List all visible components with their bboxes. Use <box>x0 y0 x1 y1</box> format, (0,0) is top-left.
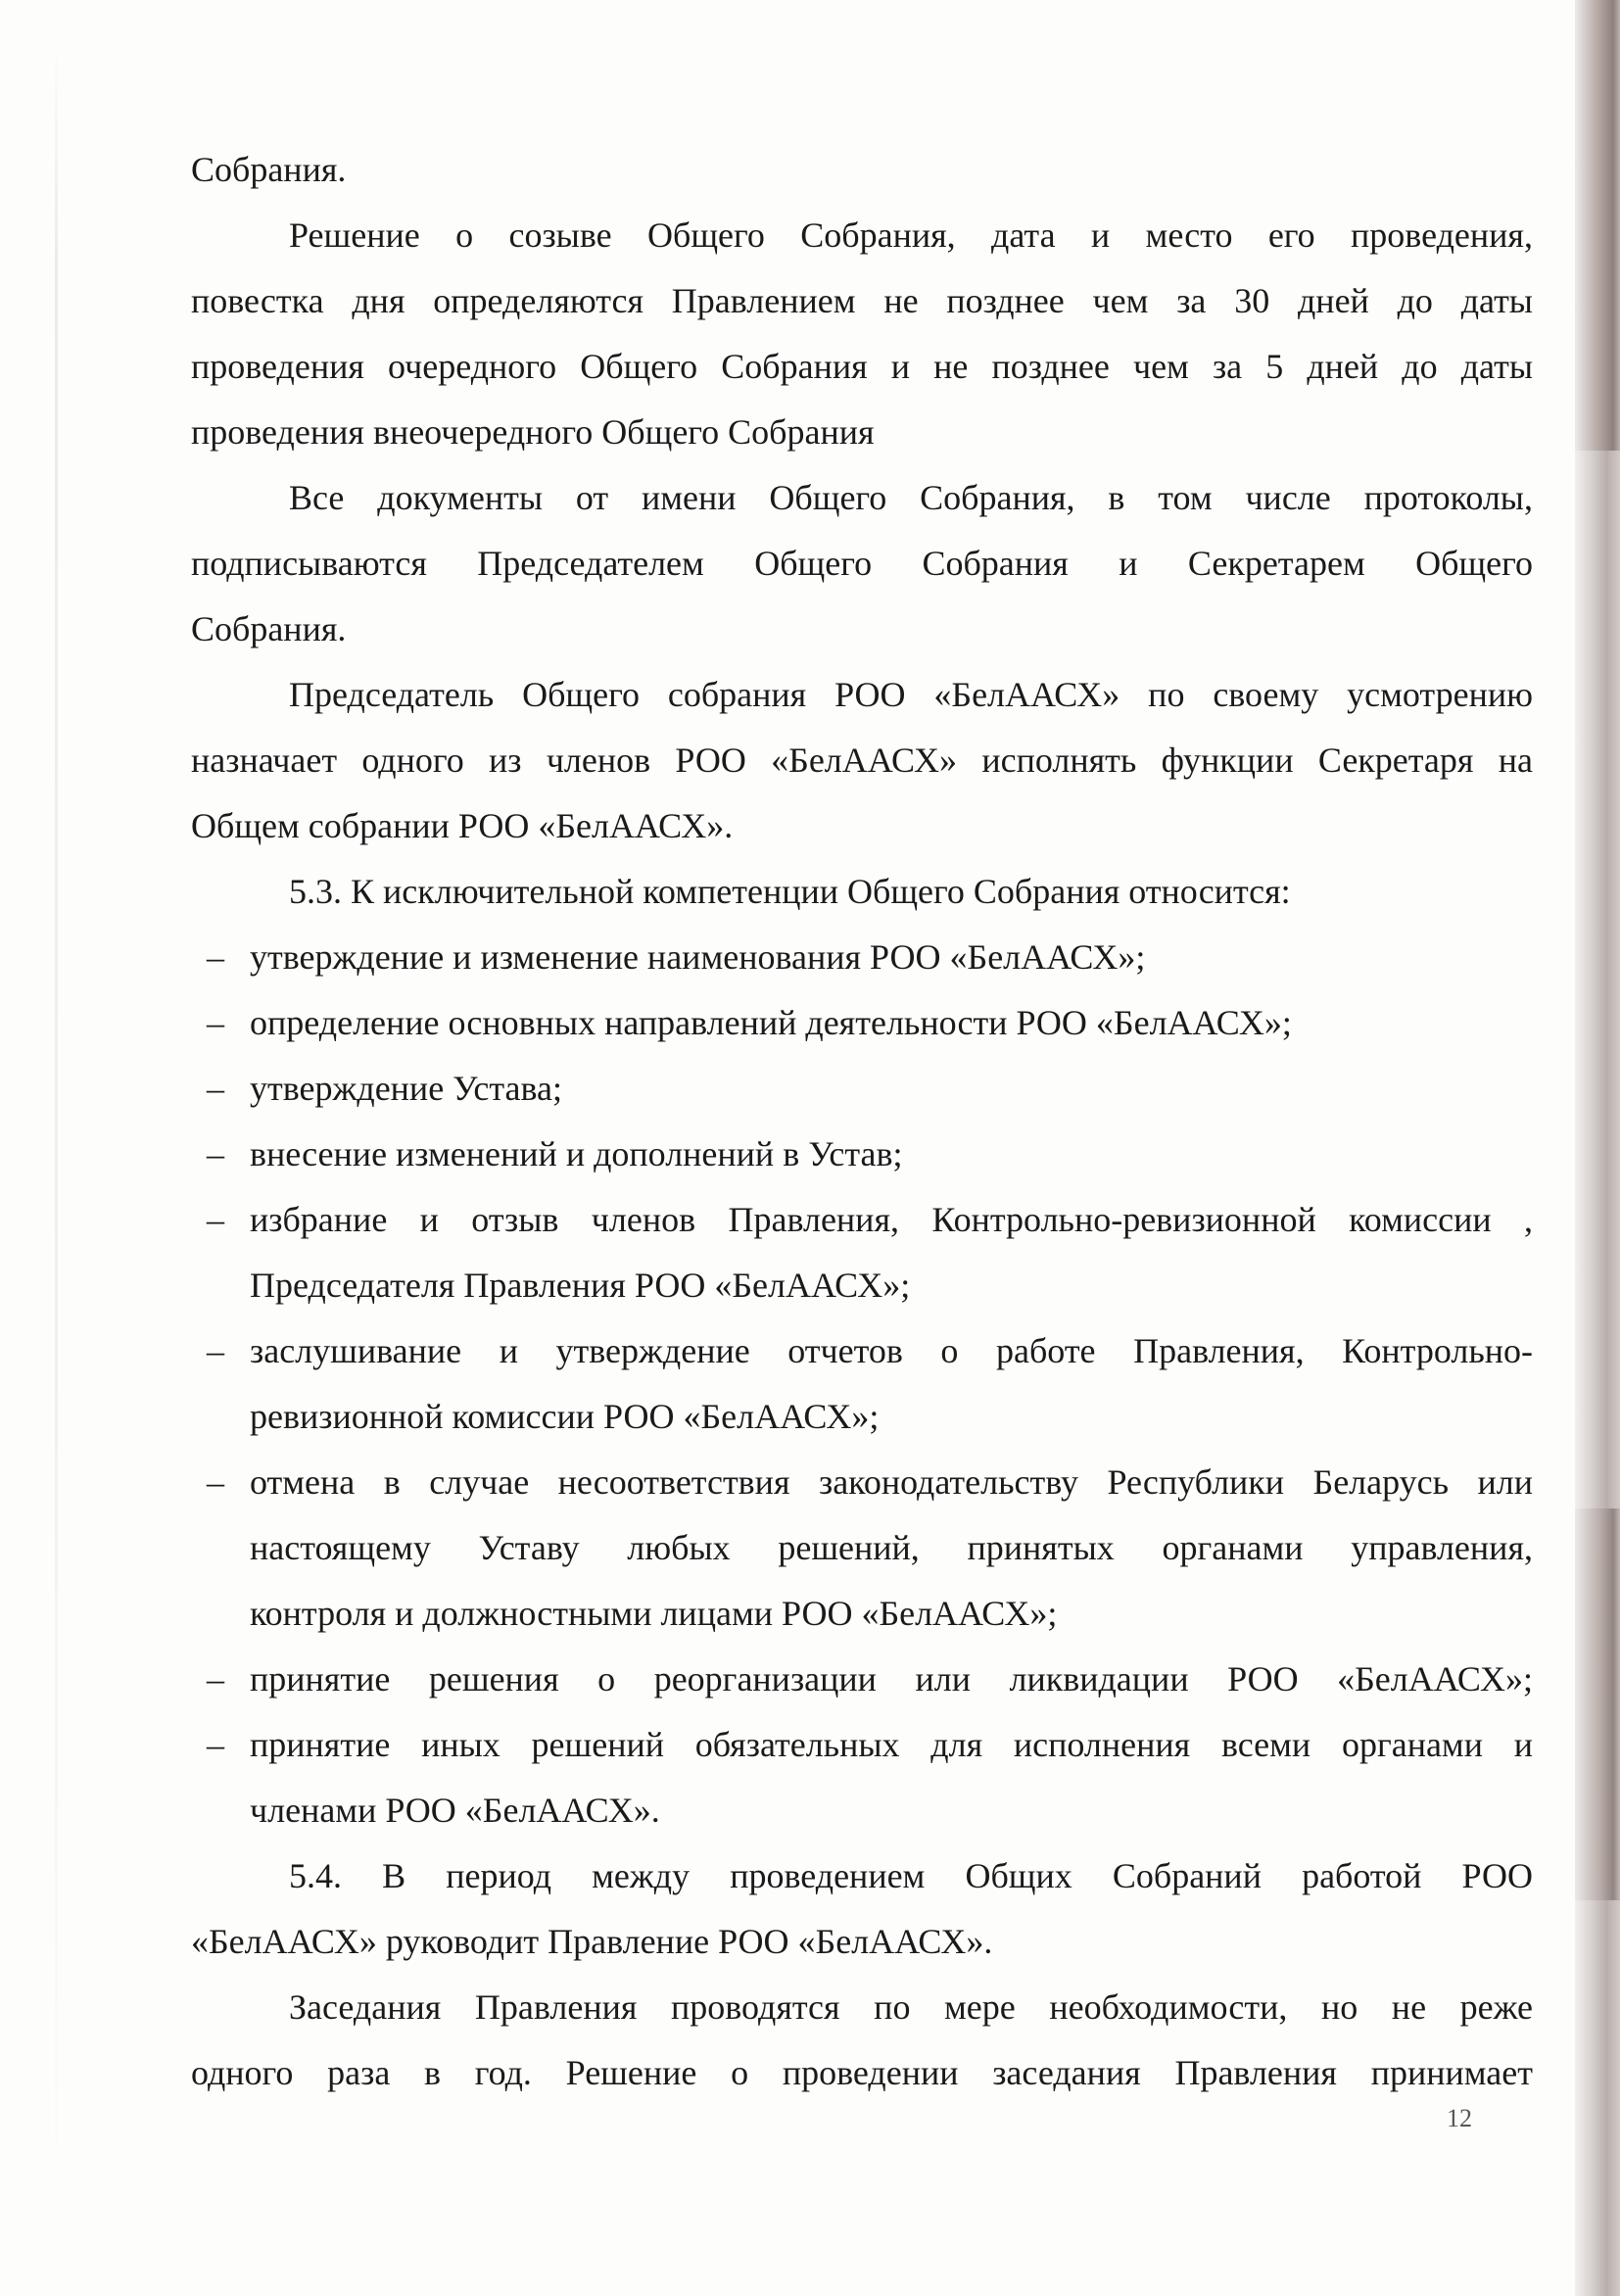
text-line <box>191 859 1533 925</box>
scan-shadow-bottom <box>1575 1508 1620 1900</box>
text-line <box>191 465 1533 531</box>
text-line-content: проведения очередного Общего Собрания и не позднее чем за 5 дней до даты <box>191 347 1533 386</box>
text-line-content: членами РОО «БелААСХ». <box>250 1791 660 1830</box>
scan-left-edge <box>55 39 58 2253</box>
list-item <box>191 1450 1533 1515</box>
list-item <box>191 925 1533 990</box>
list-item-text: принятие иных решений обязательных для исполнения всеми органами и <box>250 1725 1533 1764</box>
text-line-content: ревизионной комиссии РОО «БелААСХ»; <box>250 1397 880 1436</box>
text-line <box>191 1975 1533 2040</box>
list-item-text: внесение изменений и дополнений в Устав; <box>250 1134 903 1173</box>
text-line <box>191 1253 1533 1318</box>
text-line <box>191 334 1533 400</box>
text-line <box>191 728 1533 793</box>
text-line <box>191 793 1533 859</box>
list-item <box>191 1712 1533 1778</box>
text-line-content: Все документы от имени Общего Собрания, в том числе протоколы, <box>289 478 1533 517</box>
list-dash: – <box>207 1659 224 1698</box>
list-item-text: утверждение и изменение наименования РОО «БелААСХ»; <box>250 937 1146 977</box>
text-line <box>191 662 1533 728</box>
text-line <box>191 1778 1533 1843</box>
text-line-content: Председатель Общего собрания РОО «БелААСХ» по своему усмотрению <box>289 675 1533 714</box>
scan-binding-strip <box>1575 0 1620 2296</box>
list-dash: – <box>207 1069 224 1108</box>
text-line <box>191 597 1533 662</box>
list-item-text: утверждение Устава; <box>250 1069 562 1108</box>
text-line <box>191 203 1533 268</box>
document-body <box>191 137 1533 2106</box>
text-line-content: «БелААСХ» руководит Правление РОО «БелААСХ». <box>191 1922 993 1961</box>
list-item-text: избрание и отзыв членов Правления, Контрольно-ревизионной комиссии , <box>250 1200 1533 1239</box>
text-line-content: одного раза в год. Решение о проведении заседания Правления принимает <box>191 2053 1533 2092</box>
text-line <box>191 1581 1533 1647</box>
text-line-content: подписываются Председателем Общего Собрания и Секретарем Общего <box>191 544 1533 583</box>
list-item <box>191 990 1533 1056</box>
text-line <box>191 1384 1533 1450</box>
list-dash: – <box>207 1331 224 1370</box>
text-line-content: Собрания. <box>191 609 347 648</box>
text-line <box>191 2040 1533 2106</box>
list-item-text: отмена в случае несоответствия законодательству Республики Беларусь или <box>250 1462 1533 1502</box>
list-dash: – <box>207 937 224 977</box>
text-line <box>191 268 1533 334</box>
text-line-content: контроля и должностными лицами РОО «БелААСХ»; <box>250 1594 1058 1633</box>
list-item <box>191 1318 1533 1384</box>
text-line <box>191 1515 1533 1581</box>
text-line-content: 5.4. В период между проведением Общих Собраний работой РОО <box>289 1856 1533 1895</box>
list-item <box>191 1187 1533 1253</box>
text-line-content: повестка дня определяются Правлением не позднее чем за 30 дней до даты <box>191 281 1533 320</box>
text-line-content: назначает одного из членов РОО «БелААСХ» исполнять функции Секретаря на <box>191 741 1533 780</box>
text-line <box>191 1909 1533 1975</box>
list-item <box>191 1647 1533 1712</box>
list-dash: – <box>207 1134 224 1173</box>
text-line <box>191 1843 1533 1909</box>
list-dash: – <box>207 1725 224 1764</box>
list-item-text: определение основных направлений деятельности РОО «БелААСХ»; <box>250 1003 1292 1042</box>
text-line-content: 5.3. К исключительной компетенции Общего Собрания относится: <box>289 872 1291 911</box>
list-item <box>191 1122 1533 1187</box>
list-dash: – <box>207 1200 224 1239</box>
list-item-text: заслушивание и утверждение отчетов о работе Правления, Контрольно- <box>250 1331 1533 1370</box>
list-item <box>191 1056 1533 1122</box>
text-line-content: настоящему Уставу любых решений, принятых органами управления, <box>250 1528 1533 1567</box>
list-dash: – <box>207 1462 224 1502</box>
text-line <box>191 400 1533 465</box>
text-line-content: Председателя Правления РОО «БелААСХ»; <box>250 1266 911 1305</box>
text-line <box>191 531 1533 597</box>
text-line-content: проведения внеочередного Общего Собрания <box>191 412 875 452</box>
page-number: 12 <box>1447 2104 1472 2132</box>
text-line-content: Общем собрании РОО «БелААСХ». <box>191 806 734 845</box>
text-line <box>191 137 1533 203</box>
list-dash: – <box>207 1003 224 1042</box>
text-line-content: Собрания. <box>191 150 347 189</box>
text-line-content: Заседания Правления проводятся по мере необходимости, но не реже <box>289 1987 1533 2027</box>
scan-shadow-top <box>1575 0 1620 451</box>
list-item-text: принятие решения о реорганизации или ликвидации РОО «БелААСХ»; <box>250 1659 1533 1698</box>
text-line-content: Решение о созыве Общего Собрания, дата и место его проведения, <box>289 215 1533 255</box>
